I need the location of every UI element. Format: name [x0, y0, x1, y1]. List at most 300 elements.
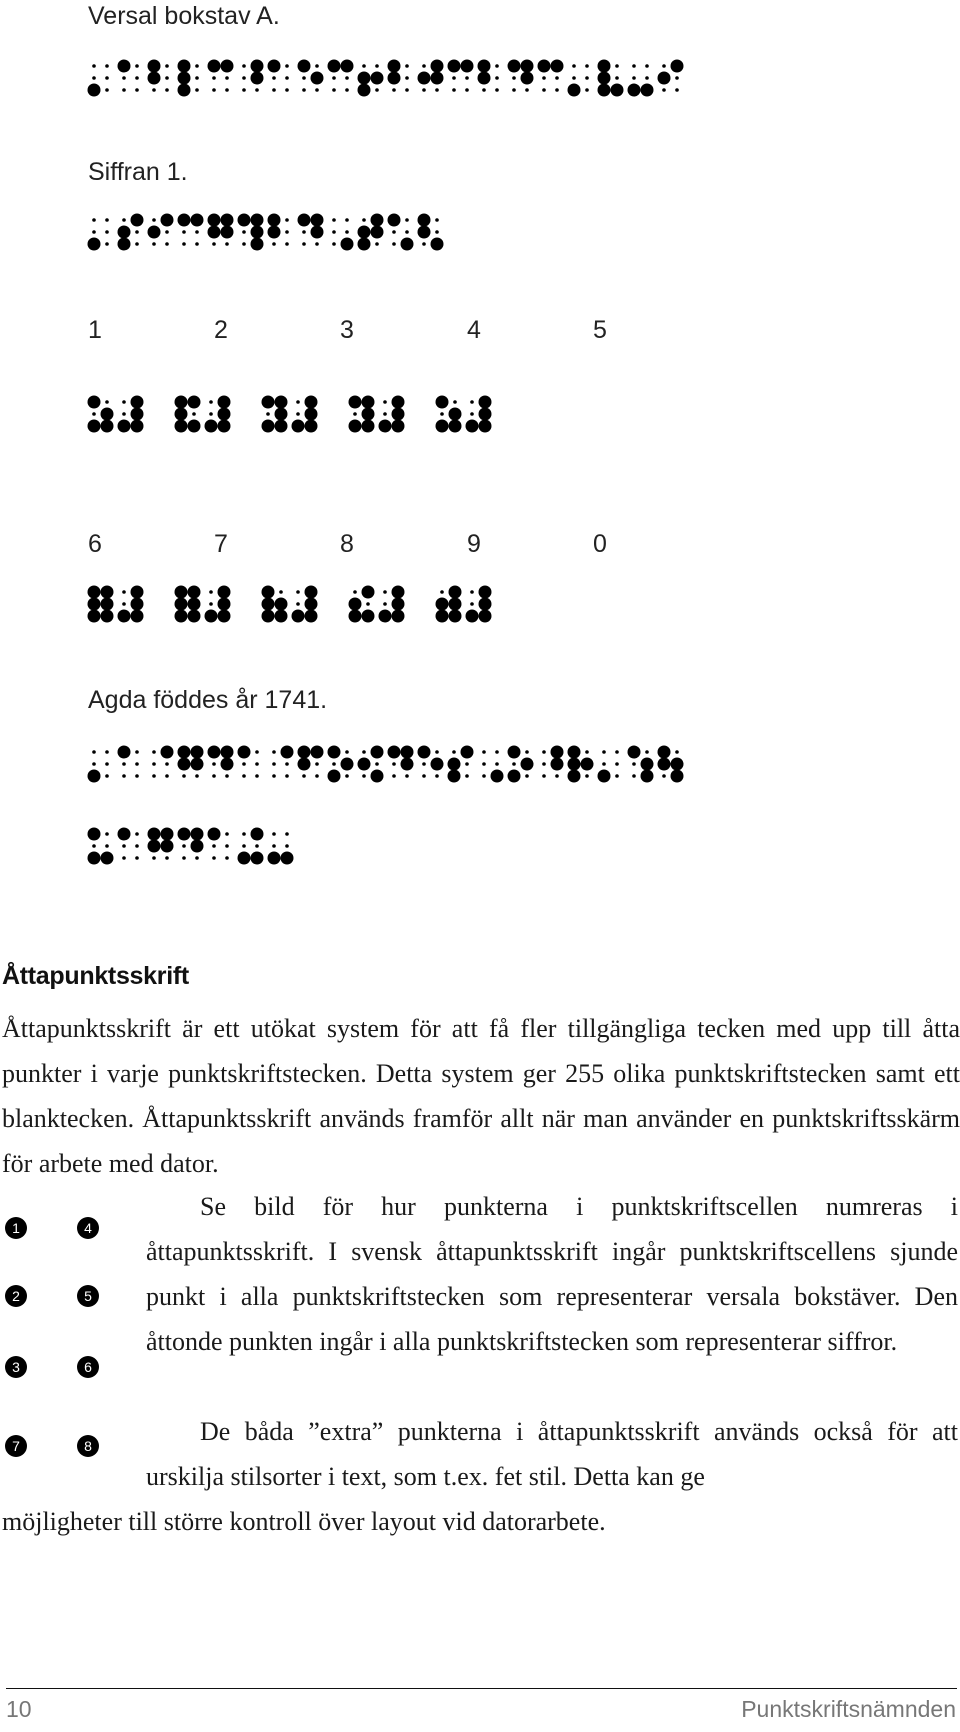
braille-dot: [218, 396, 231, 409]
digit-label-0: 0: [593, 530, 607, 558]
braille-dot: [221, 746, 234, 759]
braille-dot: [268, 60, 281, 73]
braille-dot: [675, 88, 679, 92]
braille-dot: [272, 774, 276, 778]
braille-dot: [641, 84, 654, 97]
braille-dot: [332, 762, 336, 766]
braille-dot: [242, 230, 246, 234]
braille-dot: [491, 770, 504, 783]
braille-dot: [165, 856, 169, 860]
digit-label-2: 2: [214, 316, 228, 344]
braille-dot: [311, 746, 324, 759]
braille-dot: [461, 60, 474, 73]
braille-dot: [345, 230, 349, 234]
dot-4: 4: [77, 1217, 99, 1239]
braille-dot: [296, 590, 300, 594]
braille-dot: [212, 88, 216, 92]
braille-dot: [449, 598, 462, 611]
braille-dot: [88, 610, 101, 623]
braille-dot: [362, 218, 366, 222]
braille-dot: [92, 76, 96, 80]
braille-dot: [551, 746, 564, 759]
braille-dot: [242, 88, 246, 92]
braille-dot: [135, 762, 139, 766]
braille-dot: [345, 76, 349, 80]
braille-dot: [272, 88, 276, 92]
braille-dot: [495, 88, 499, 92]
braille-dot: [279, 590, 283, 594]
braille-dot: [188, 586, 201, 599]
braille-dot: [341, 60, 354, 73]
braille-dot: [302, 76, 306, 80]
braille-dot: [466, 420, 479, 433]
braille-dot: [92, 218, 96, 222]
braille-dot: [435, 230, 439, 234]
braille-dot: [105, 230, 109, 234]
braille-dot: [448, 770, 461, 783]
braille-dot: [422, 242, 426, 246]
braille-dot: [285, 230, 289, 234]
braille-dot: [383, 590, 387, 594]
braille-dot: [671, 758, 684, 771]
braille-dot: [349, 420, 362, 433]
section-heading: Åttapunktsskrift: [2, 962, 189, 990]
braille-dot: [251, 828, 264, 841]
braille-dot: [366, 602, 370, 606]
braille-dot: [148, 60, 161, 73]
braille-dot: [182, 242, 186, 246]
braille-dot: [212, 76, 216, 80]
braille-dot: [371, 214, 384, 227]
braille-dot: [88, 586, 101, 599]
braille-dot: [383, 412, 387, 416]
braille-dot: [371, 72, 384, 85]
braille-dot: [315, 762, 319, 766]
braille-dot: [353, 590, 357, 594]
braille-dot: [221, 226, 234, 239]
braille-dot: [671, 60, 684, 73]
braille-dot: [285, 242, 289, 246]
braille-dot: [188, 396, 201, 409]
braille-dot: [221, 60, 234, 73]
braille-dot: [268, 226, 281, 239]
braille-dot: [175, 610, 188, 623]
braille-dot: [305, 598, 318, 611]
braille-dot: [332, 88, 336, 92]
braille-dot: [375, 762, 379, 766]
braille-dot: [349, 396, 362, 409]
braille-dot: [315, 88, 319, 92]
dot-8: 8: [77, 1435, 99, 1457]
braille-dot: [328, 60, 341, 73]
braille-dot: [358, 238, 371, 251]
braille-dot: [452, 76, 456, 80]
braille-dot: [645, 64, 649, 68]
braille-dot: [311, 226, 324, 239]
braille-line-agda-1: [90, 748, 730, 788]
braille-dot: [255, 844, 259, 848]
braille-dot: [122, 88, 126, 92]
braille-dot: [178, 758, 191, 771]
braille-dot: [272, 762, 276, 766]
braille-dot: [305, 408, 318, 421]
braille-dot: [568, 746, 581, 759]
braille-dot: [285, 88, 289, 92]
braille-dot: [555, 76, 559, 80]
digit-label-7: 7: [214, 530, 228, 558]
digit-label-9: 9: [467, 530, 481, 558]
braille-dot: [482, 88, 486, 92]
braille-dot: [371, 770, 384, 783]
braille-dot: [135, 76, 139, 80]
braille-dot: [495, 750, 499, 754]
braille-dot: [251, 60, 264, 73]
braille-dot: [302, 88, 306, 92]
braille-dot: [182, 774, 186, 778]
braille-dot: [191, 840, 204, 853]
braille-dot: [92, 750, 96, 754]
braille-dot: [345, 774, 349, 778]
braille-dot: [332, 242, 336, 246]
braille-dot: [358, 226, 371, 239]
braille-dot: [379, 420, 392, 433]
footer-rule: [6, 1688, 957, 1689]
braille-dot: [165, 230, 169, 234]
braille-dot: [328, 746, 341, 759]
braille-dot: [405, 774, 409, 778]
braille-dot: [615, 762, 619, 766]
braille-dot: [192, 412, 196, 416]
braille-dot: [315, 242, 319, 246]
braille-dot: [495, 76, 499, 80]
braille-dot: [105, 242, 109, 246]
braille-dot: [598, 84, 611, 97]
braille-dot: [135, 856, 139, 860]
braille-dot: [292, 610, 305, 623]
braille-dot: [251, 226, 264, 239]
braille-dot: [555, 774, 559, 778]
braille-dot: [101, 408, 114, 421]
braille-dot: [212, 242, 216, 246]
braille-dot: [602, 750, 606, 754]
braille-dot: [118, 60, 131, 73]
braille-dot: [388, 746, 401, 759]
braille-dot: [118, 420, 131, 433]
braille-dot: [131, 420, 144, 433]
braille-dot: [478, 60, 491, 73]
braille-dot: [105, 64, 109, 68]
braille-dot: [122, 412, 126, 416]
braille-dot: [470, 602, 474, 606]
braille-dot: [188, 420, 201, 433]
braille-dot: [362, 586, 375, 599]
braille-dot: [218, 610, 231, 623]
braille-dot: [448, 758, 461, 771]
braille-dot: [628, 746, 641, 759]
braille-dot: [242, 844, 246, 848]
braille-dot: [452, 750, 456, 754]
braille-dot: [272, 832, 276, 836]
braille-dot: [392, 610, 405, 623]
braille-dot: [422, 774, 426, 778]
braille-dot: [431, 60, 444, 73]
braille-dot: [152, 242, 156, 246]
digit-label-5: 5: [593, 316, 607, 344]
braille-dot: [632, 774, 636, 778]
digit-label-4: 4: [467, 316, 481, 344]
braille-dot: [431, 238, 444, 251]
braille-dot: [362, 396, 375, 409]
braille-line-agda-2: [90, 830, 350, 870]
braille-dot: [175, 396, 188, 409]
braille-dot: [358, 72, 371, 85]
braille-dot: [598, 770, 611, 783]
braille-dot: [508, 770, 521, 783]
braille-dot: [538, 60, 551, 73]
braille-dot: [632, 76, 636, 80]
braille-dot: [388, 214, 401, 227]
braille-dot: [212, 856, 216, 860]
braille-dot: [262, 420, 275, 433]
braille-dot: [209, 602, 213, 606]
page-number: 10: [6, 1696, 32, 1722]
braille-dot: [422, 88, 426, 92]
braille-dot: [602, 762, 606, 766]
braille-dot: [298, 746, 311, 759]
braille-dot: [405, 64, 409, 68]
braille-dot: [478, 72, 491, 85]
braille-dot: [101, 420, 114, 433]
braille-dot: [675, 76, 679, 80]
braille-dot: [479, 420, 492, 433]
braille-dot: [568, 758, 581, 771]
braille-dot: [449, 610, 462, 623]
braille-dot: [298, 214, 311, 227]
braille-dot: [242, 76, 246, 80]
braille-dot: [221, 758, 234, 771]
braille-dot: [440, 590, 444, 594]
braille-dot: [209, 590, 213, 594]
footer-publisher: Punktskriftsnämnden: [741, 1696, 956, 1722]
braille-line-siffran: [90, 216, 590, 256]
braille-dot: [311, 72, 324, 85]
braille-dot: [466, 610, 479, 623]
braille-dot: [435, 218, 439, 222]
braille-dot: [435, 774, 439, 778]
braille-dot: [296, 412, 300, 416]
caption-siffran: Siffran 1.: [88, 158, 188, 186]
braille-dot: [662, 774, 666, 778]
braille-dot: [165, 64, 169, 68]
braille-dot: [332, 218, 336, 222]
braille-dot: [251, 238, 264, 251]
braille-dot: [585, 774, 589, 778]
braille-dot: [431, 758, 444, 771]
braille-dot: [358, 84, 371, 97]
braille-dot: [285, 774, 289, 778]
braille-dot: [449, 586, 462, 599]
braille-dot: [212, 844, 216, 848]
braille-dot: [131, 586, 144, 599]
braille-dot: [353, 412, 357, 416]
braille-dot: [675, 750, 679, 754]
braille-dot: [175, 598, 188, 611]
braille-dot: [165, 242, 169, 246]
braille-dot: [615, 774, 619, 778]
braille-dot: [255, 88, 259, 92]
braille-dot: [470, 590, 474, 594]
braille-dot: [161, 214, 174, 227]
braille-dot: [585, 64, 589, 68]
braille-dot: [392, 598, 405, 611]
braille-dot: [152, 218, 156, 222]
braille-dot: [191, 214, 204, 227]
braille-dot: [152, 88, 156, 92]
braille-dot: [88, 238, 101, 251]
paragraph-extra-dots-continued: möjligheter till större kontroll över layout vid datorarbete.: [2, 1507, 606, 1536]
braille-dot: [479, 408, 492, 421]
braille-dot: [422, 64, 426, 68]
braille-dot: [195, 774, 199, 778]
braille-dot: [542, 750, 546, 754]
dot-5: 5: [77, 1285, 99, 1307]
braille-dot: [135, 750, 139, 754]
braille-dot: [302, 242, 306, 246]
braille-dot: [195, 856, 199, 860]
paragraph-intro: Åttapunktsskrift är ett utökat system för att få fler tillgängliga tecken med upp till åtta punkter i varje punktskriftstecken. Detta system ger 255 olika punktskriftstecken samt ett blanktecken. Åttapunktsskrift används framför allt när man använder en punktskriftsskärm för arbete med dator.: [2, 1014, 960, 1178]
braille-dot: [152, 750, 156, 754]
braille-dot: [148, 72, 161, 85]
braille-dot: [105, 844, 109, 848]
braille-dot: [262, 586, 275, 599]
braille-dot: [470, 412, 474, 416]
braille-dot: [275, 598, 288, 611]
braille-dot: [131, 214, 144, 227]
braille-dot: [645, 76, 649, 80]
braille-dot: [332, 76, 336, 80]
braille-dot: [332, 230, 336, 234]
braille-line-versal: [90, 62, 880, 102]
braille-dot: [405, 76, 409, 80]
braille-dot: [405, 88, 409, 92]
braille-dot: [178, 214, 191, 227]
braille-dot: [401, 758, 414, 771]
braille-dot: [118, 610, 131, 623]
braille-dot: [188, 610, 201, 623]
braille-dot: [165, 774, 169, 778]
braille-dot: [148, 840, 161, 853]
braille-dot: [658, 758, 671, 771]
braille-dot: [242, 64, 246, 68]
braille-dot: [302, 230, 306, 234]
braille-dot: [449, 408, 462, 421]
braille-dot: [470, 400, 474, 404]
braille-dot: [285, 844, 289, 848]
braille-dot: [285, 832, 289, 836]
braille-dot: [401, 238, 414, 251]
braille-dot: [512, 762, 516, 766]
braille-dot: [479, 598, 492, 611]
braille-dot: [92, 64, 96, 68]
braille-dot: [542, 88, 546, 92]
braille-dot: [191, 828, 204, 841]
braille-dot: [392, 762, 396, 766]
braille-dot: [362, 610, 375, 623]
braille-dot: [135, 774, 139, 778]
braille-dot: [281, 746, 294, 759]
braille-dot: [205, 610, 218, 623]
braille-dot: [122, 76, 126, 80]
braille-dot: [521, 60, 534, 73]
braille-dot: [218, 408, 231, 421]
braille-dot: [152, 774, 156, 778]
braille-dot: [392, 774, 396, 778]
braille-dot: [218, 586, 231, 599]
braille-dot: [262, 610, 275, 623]
digit-label-3: 3: [340, 316, 354, 344]
braille-dot: [658, 72, 671, 85]
braille-dot: [209, 412, 213, 416]
braille-dot: [178, 746, 191, 759]
braille-dot: [345, 750, 349, 754]
braille-dot: [242, 774, 246, 778]
braille-dot: [105, 832, 109, 836]
braille-dot: [238, 852, 251, 865]
braille-dot: [101, 852, 114, 865]
braille-dot: [525, 750, 529, 754]
braille-dot: [135, 230, 139, 234]
braille-dot: [598, 60, 611, 73]
braille-dot: [195, 76, 199, 80]
braille-dot: [208, 214, 221, 227]
braille-dot: [671, 770, 684, 783]
braille-dot: [122, 400, 126, 404]
braille-dot: [255, 762, 259, 766]
braille-dot: [512, 76, 516, 80]
braille-dot: [92, 762, 96, 766]
braille-dot: [521, 758, 534, 771]
braille-dot: [315, 64, 319, 68]
braille-dot: [182, 856, 186, 860]
braille-dot: [392, 242, 396, 246]
braille-dot: [275, 408, 288, 421]
braille-dot: [101, 586, 114, 599]
braille-dot: [615, 76, 619, 80]
braille-digits-row1: [90, 398, 710, 438]
braille-dot: [298, 60, 311, 73]
braille-dot: [379, 610, 392, 623]
braille-dot: [225, 844, 229, 848]
dot-3: 3: [5, 1356, 27, 1378]
braille-dot: [482, 762, 486, 766]
braille-dot: [328, 770, 341, 783]
braille-dot: [388, 72, 401, 85]
braille-dot: [285, 64, 289, 68]
braille-dot: [122, 856, 126, 860]
braille-dot: [208, 60, 221, 73]
braille-dot: [191, 746, 204, 759]
braille-dot: [285, 762, 289, 766]
braille-dot: [305, 420, 318, 433]
braille-dot: [568, 84, 581, 97]
braille-dot: [542, 76, 546, 80]
braille-dot: [131, 610, 144, 623]
braille-dot: [418, 214, 431, 227]
braille-dot: [131, 408, 144, 421]
braille-dot: [208, 746, 221, 759]
braille-dot: [349, 598, 362, 611]
braille-dot: [208, 828, 221, 841]
